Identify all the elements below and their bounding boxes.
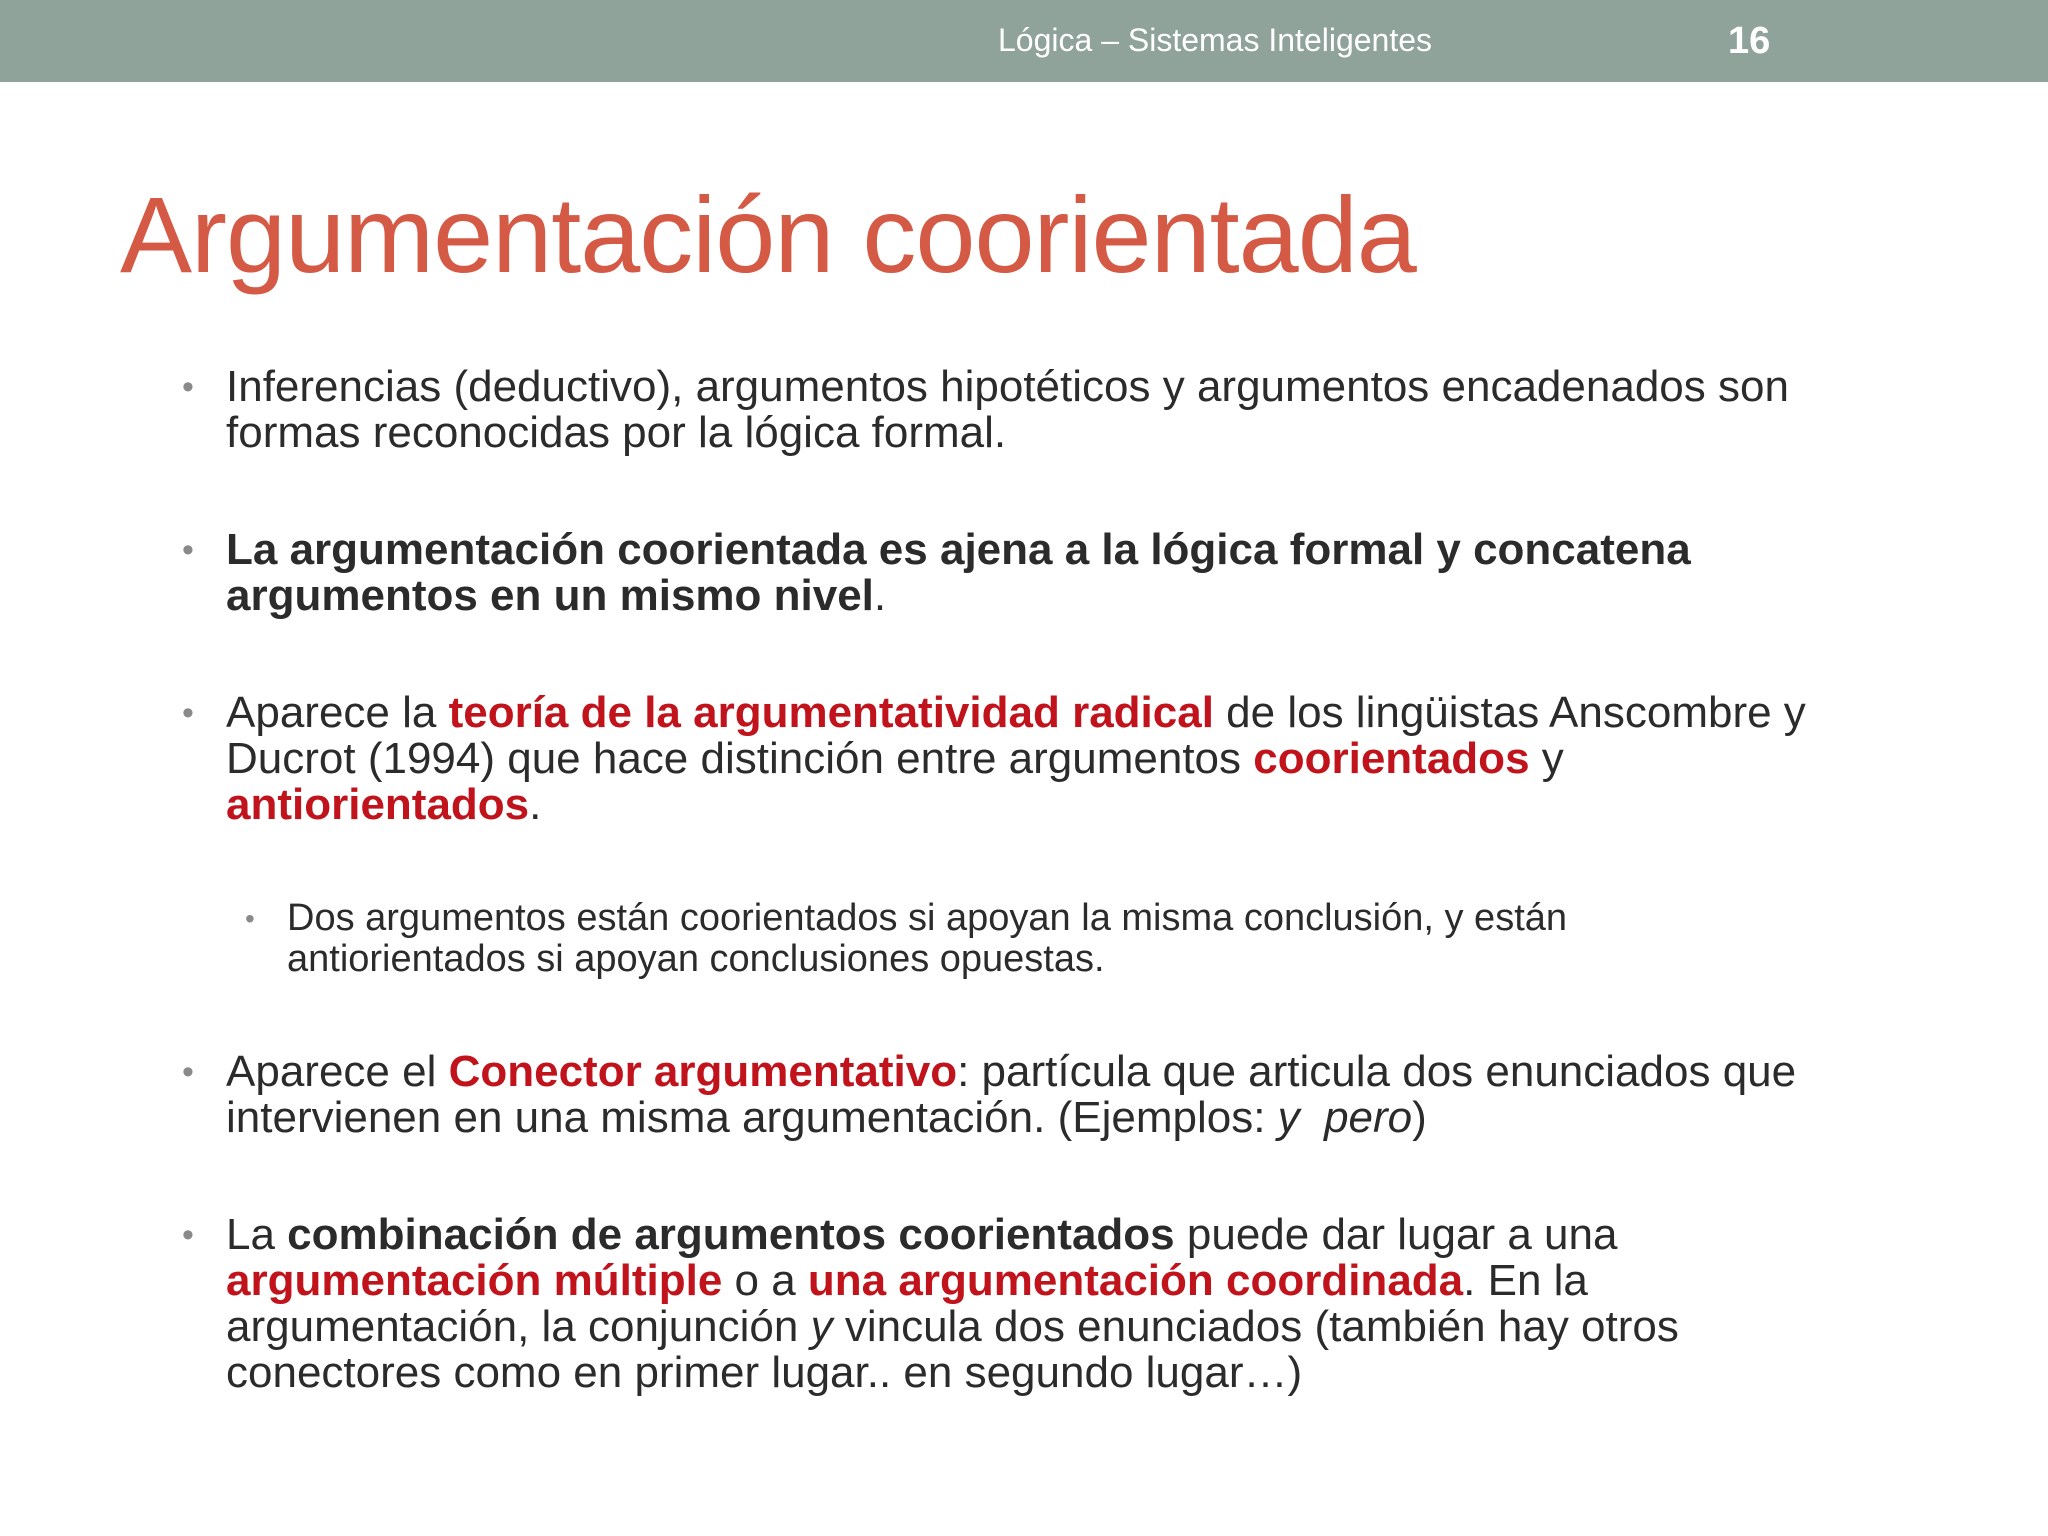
bullet-icon: • <box>182 1053 194 1091</box>
bullet-item <box>182 362 1886 457</box>
highlight-term: teoría de la argumentatividad radical <box>448 688 1214 737</box>
bullet-text: Inferencias (deductivo), argumentos hipotéticos y argumentos encadenados son formas reconocidas por la lógica formal. <box>226 362 1789 457</box>
bullet-text: . <box>873 571 887 620</box>
bullet-text: de los lingüistas Anscombre y Ducrot (1994) que hace distinción entre argumentos <box>226 688 1806 783</box>
bullet-item <box>182 688 1886 829</box>
course-title: Lógica – Sistemas Inteligentes <box>998 22 1433 58</box>
slide-title: Argumentación coorientada <box>120 174 1416 295</box>
bullet-bold-text: La argumentación coorientada es ajena a la lógica formal y concatena argumentos en un mismo nivel <box>226 525 1691 620</box>
bullet-bold-text: combinación de argumentos coorientados <box>287 1210 1175 1259</box>
bullet-icon: • <box>182 1216 194 1254</box>
slide-number: 16 <box>1728 20 1771 62</box>
bullet-text: y <box>1529 734 1564 783</box>
sub-bullet-item <box>245 897 1787 980</box>
highlight-term: antiorientados <box>226 780 530 829</box>
bullet-text: puede dar lugar a una <box>1174 1210 1618 1259</box>
italic-example: y pero <box>1277 1093 1413 1142</box>
bullet-icon: • <box>182 368 194 406</box>
bullet-text: ) <box>1412 1093 1427 1142</box>
highlight-term: argumentación múltiple <box>226 1256 723 1305</box>
bullet-text: Dos argumentos están coorientados si apoyan la misma conclusión, y están antiorientados si apoyan conclusiones opuestas. <box>287 897 1568 980</box>
bullet-text: Aparece el <box>226 1047 449 1096</box>
bullet-text: . <box>529 780 542 829</box>
bullet-text: vincula dos enunciados (también hay otros conectores como en primer lugar.. en segundo lugar…) <box>226 1302 1679 1397</box>
bullet-icon: • <box>182 531 194 569</box>
header-bar <box>0 0 2048 82</box>
bullet-icon: • <box>182 694 194 732</box>
bullet-item <box>182 1210 1886 1397</box>
highlight-term: Conector argumentativo <box>448 1047 958 1096</box>
bullet-text: : partícula que articula dos enunciados que intervienen en una misma argumentación. (Ejemplos: <box>226 1047 1797 1142</box>
italic-example: y <box>810 1302 833 1351</box>
bullet-text: . En la argumentación, la conjunción <box>226 1256 1588 1351</box>
bullet-text: Aparece la <box>226 688 449 737</box>
highlight-term: una argumentación coordinada <box>807 1256 1464 1305</box>
bullet-text: o a <box>722 1256 808 1305</box>
bullet-text: La <box>226 1210 288 1259</box>
bullet-item <box>182 1047 1886 1142</box>
highlight-term: coorientados <box>1253 734 1530 783</box>
bullet-icon: • <box>245 903 255 934</box>
bullet-item <box>182 525 1886 620</box>
